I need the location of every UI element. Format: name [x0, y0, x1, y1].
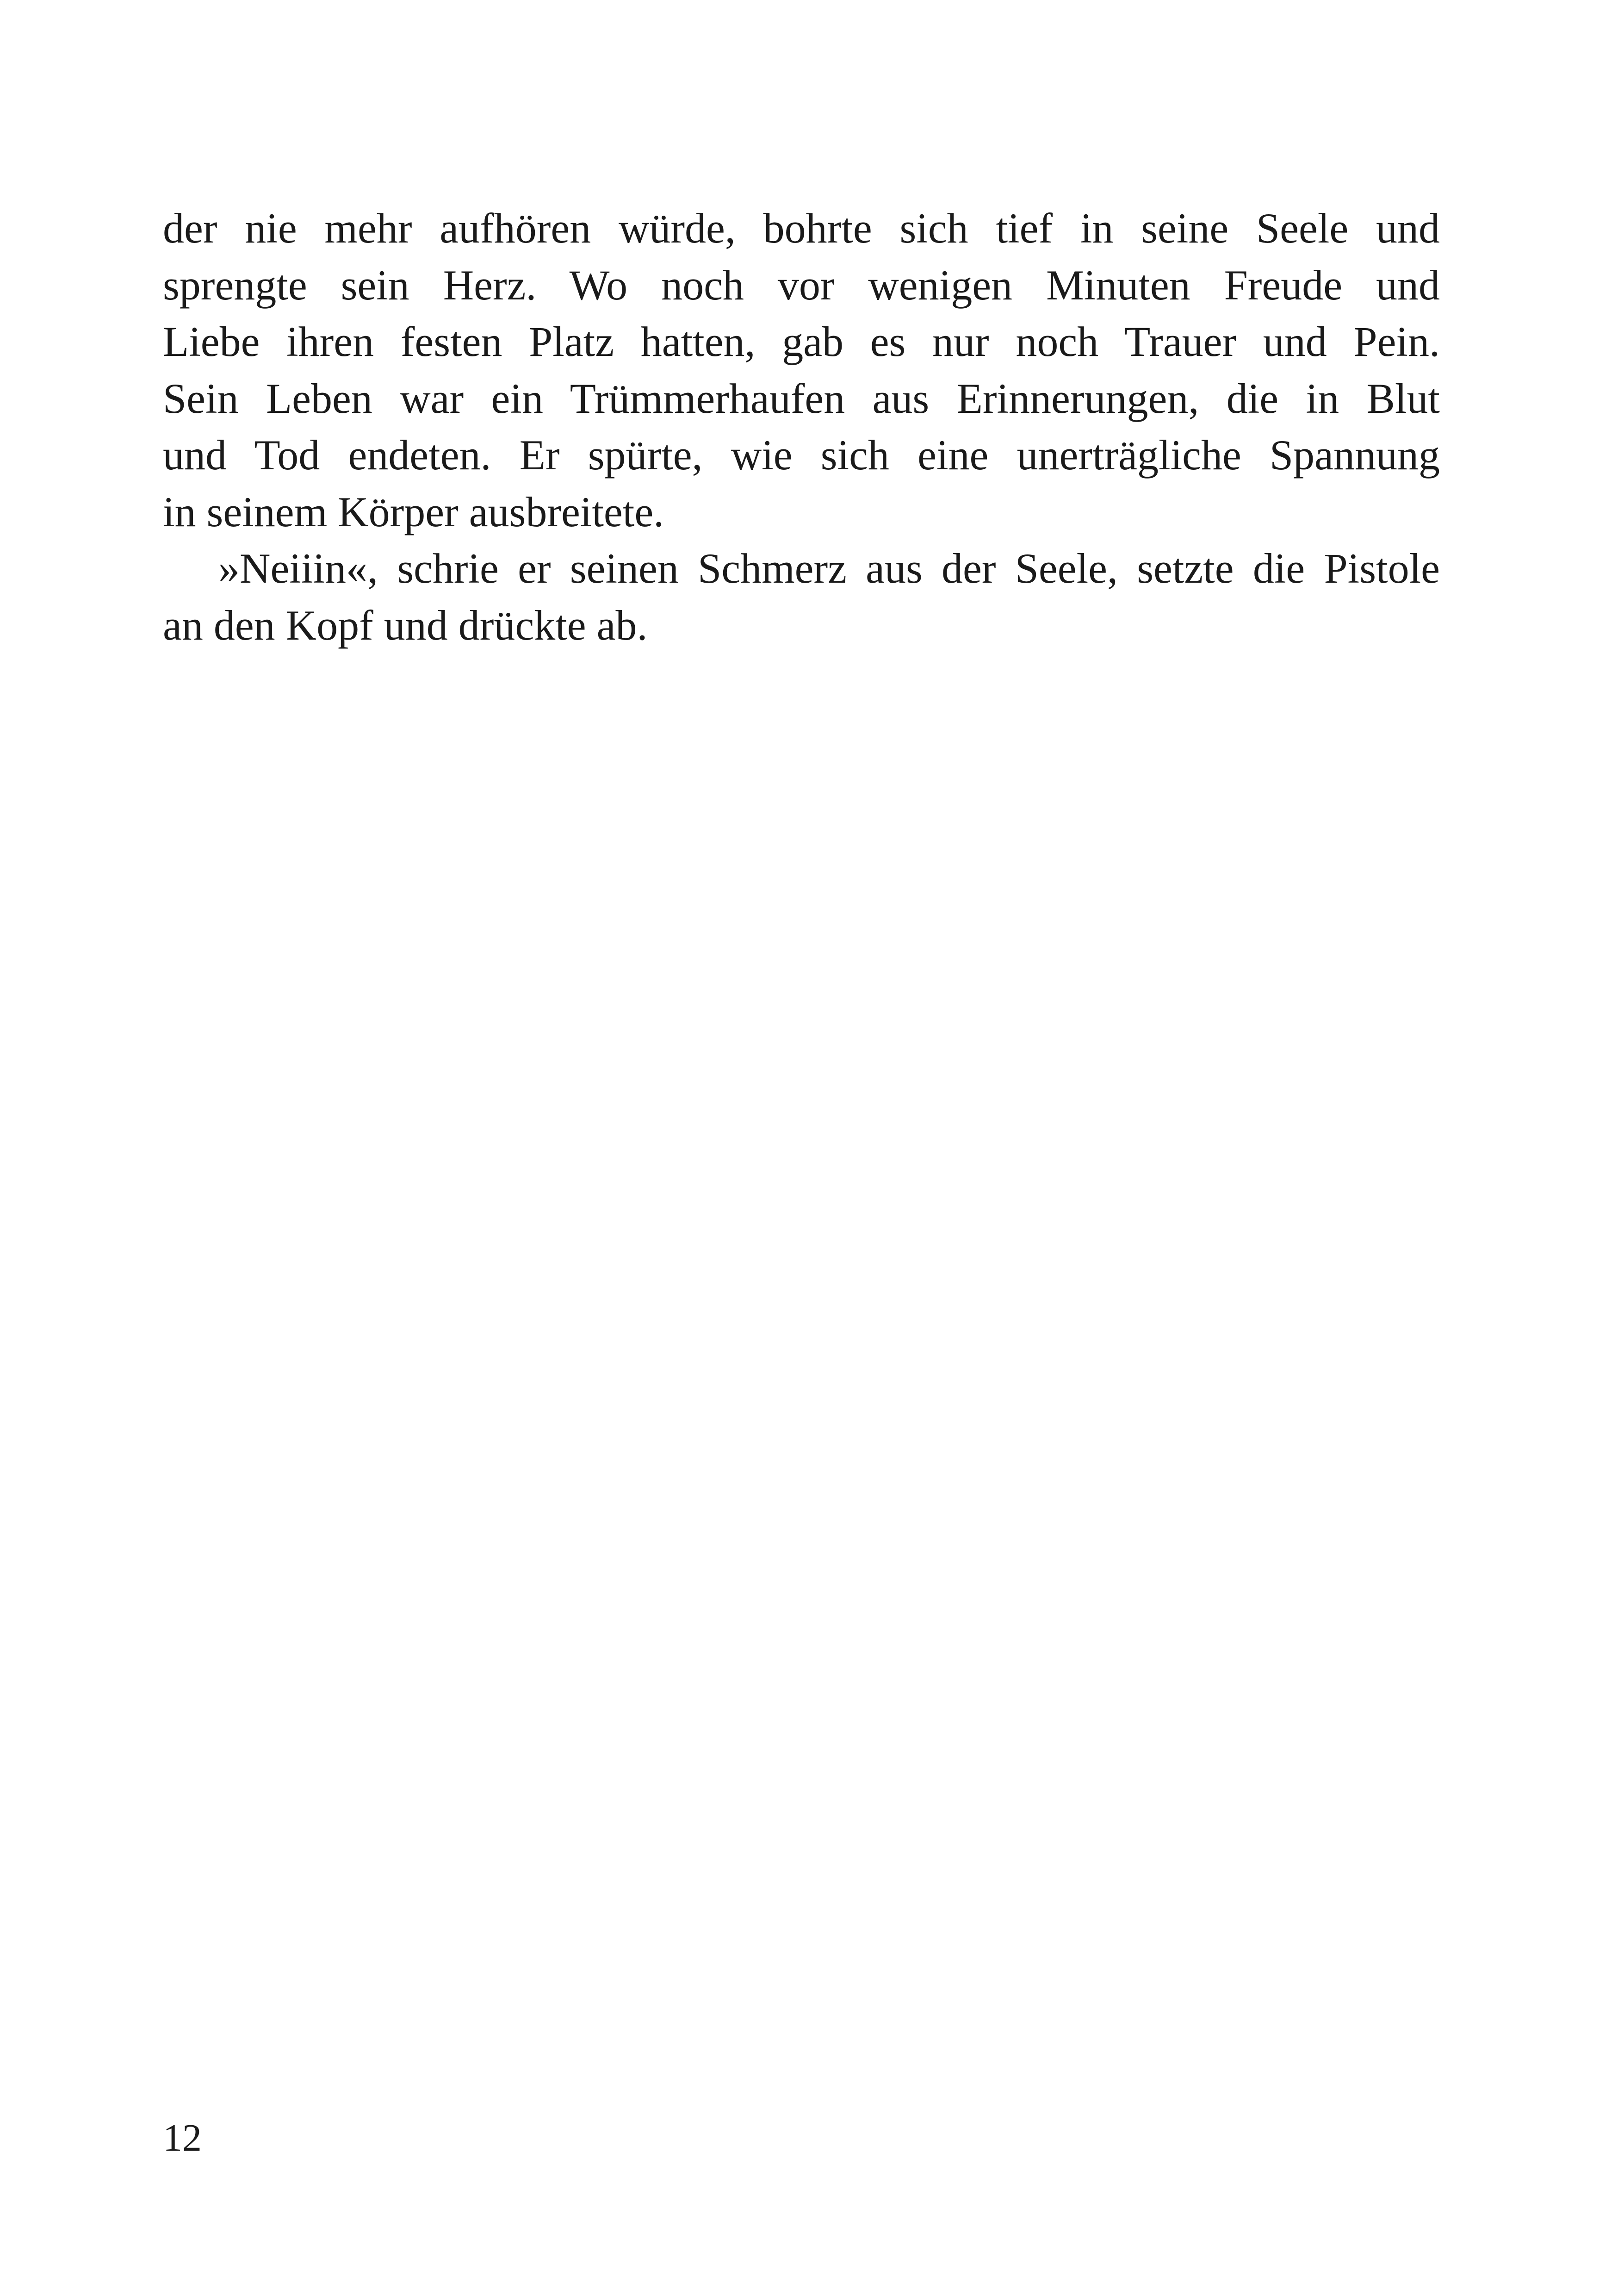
paragraph-1-line-1: der nie mehr aufhören würde, bohrte sich tief in seine Seele und — [163, 205, 1440, 252]
paragraph-2-line-2: an den Kopf und drückte ab. — [163, 601, 648, 649]
body-text — [163, 200, 1440, 653]
paragraph-2-line-1: »Neiiin«, schrie er seinen Schmerz aus der Seele, setzte die Pistole — [218, 545, 1440, 592]
paragraph-1-line-4: Sein Leben war ein Trümmerhaufen aus Erinnerungen, die in Blut — [163, 374, 1440, 422]
paragraph-1-line-6: in seinem Körper ausbreitete. — [163, 488, 664, 535]
paragraph-1-line-5: und Tod endeten. Er spürte, wie sich eine unerträgliche Spannung — [163, 431, 1440, 479]
paragraph-1-line-3: Liebe ihren festen Platz hatten, gab es nur noch Trauer und Pein. — [163, 318, 1440, 365]
page-number: 12 — [163, 2116, 202, 2159]
paragraph-1-line-2: sprengte sein Herz. Wo noch vor wenigen Minuten Freude und — [163, 261, 1440, 309]
